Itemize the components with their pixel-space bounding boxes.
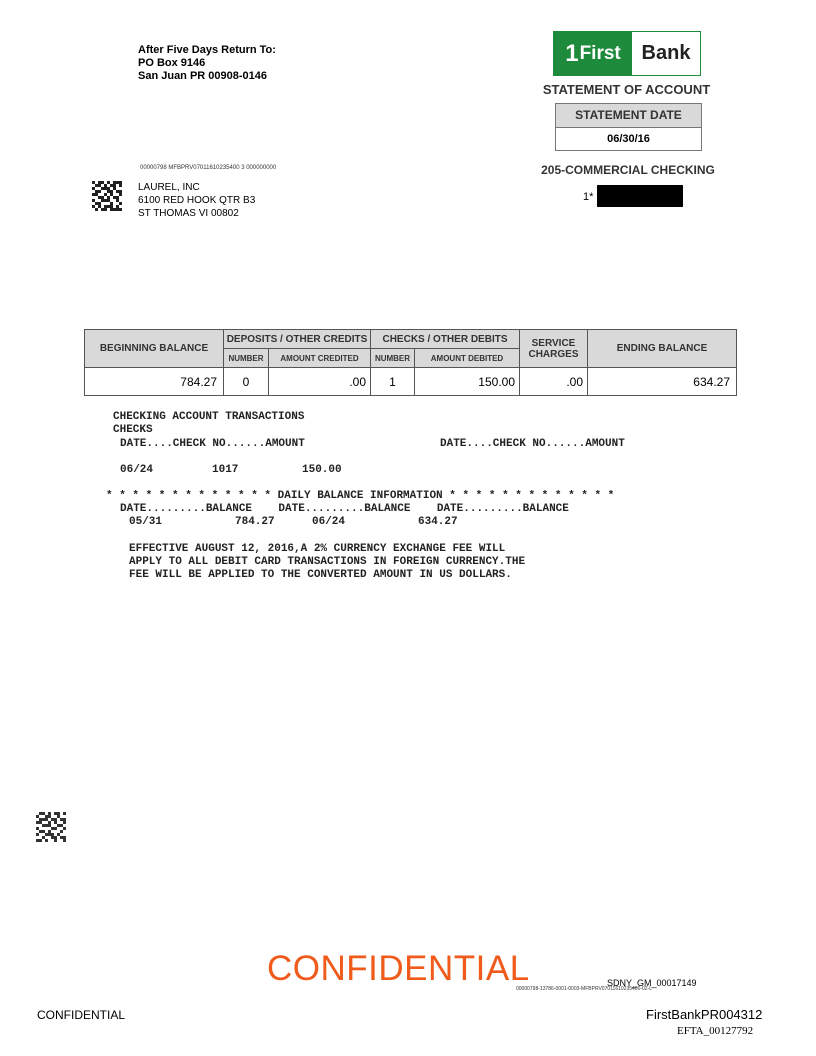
transactions-title: CHECKING ACCOUNT TRANSACTIONS — [113, 411, 305, 423]
value-deposits-number: 0 — [242, 374, 250, 389]
confidential-stamp: CONFIDENTIAL — [267, 949, 530, 988]
header-service-charges — [520, 330, 587, 367]
logo-green-panel — [554, 32, 632, 75]
daily-balance-amount: 634.27 — [418, 516, 458, 528]
barcode-line: 00000798 MFBPRV07011610235400 3 000000000 — [140, 165, 277, 171]
header-amount-debited: AMOUNT DEBITED — [415, 349, 519, 367]
notice-line: EFFECTIVE AUGUST 12, 2016,A 2% CURRENCY EXCHANGE FEE WILL — [129, 543, 506, 555]
account-summary-table — [84, 329, 737, 396]
value-amount-debited: 150.00 — [478, 374, 515, 389]
header-service-charges-line2: CHARGES — [528, 348, 579, 360]
return-address-line: PO Box 9146 — [138, 57, 206, 69]
header-amount-credited: AMOUNT CREDITED — [269, 349, 370, 367]
header-beginning-balance: BEGINNING BALANCE — [85, 330, 223, 367]
table-divider — [414, 348, 415, 395]
bates-number: FirstBankPR004312 — [646, 1007, 763, 1022]
check-row-date: 06/24 — [120, 464, 154, 476]
logo-left-text: First — [579, 42, 621, 64]
daily-balance-date: 05/31 — [129, 516, 163, 528]
header-checks: CHECKS / OTHER DEBITS — [371, 330, 519, 348]
table-divider — [268, 348, 269, 395]
account-type: 205-COMMERCIAL CHECKING — [541, 163, 715, 177]
value-amount-credited: .00 — [349, 374, 366, 389]
check-row-number: 1017 — [212, 464, 239, 476]
table-divider — [85, 367, 736, 368]
value-beginning-balance: 784.27 — [180, 374, 217, 389]
notice-line: FEE WILL BE APPLIED TO THE CONVERTED AMOUNT IN US DOLLARS. — [129, 569, 512, 581]
statement-date-box — [555, 103, 702, 151]
statement-date-value: 06/30/16 — [607, 133, 650, 145]
qr-code-icon — [35, 812, 67, 842]
check-row-amount: 150.00 — [302, 464, 342, 476]
daily-balance-header: DATE.........BALANCE DATE.........BALANCE DATE.........BALANCE — [120, 503, 569, 515]
statement-title: STATEMENT OF ACCOUNT — [542, 82, 711, 97]
logo-mark: 1 — [565, 39, 579, 67]
firstbank-logo — [553, 31, 701, 76]
value-ending-balance: 634.27 — [693, 374, 730, 389]
return-address-line: San Juan PR 00908-0146 — [138, 70, 268, 82]
table-divider — [370, 330, 371, 395]
qr-code-icon — [92, 181, 122, 211]
table-divider — [223, 330, 224, 395]
customer-city: ST THOMAS VI 00802 — [138, 208, 239, 219]
notice-line: APPLY TO ALL DEBIT CARD TRANSACTIONS IN FOREIGN CURRENCY.THE — [129, 556, 526, 568]
efta-number: EFTA_00127792 — [677, 1025, 754, 1037]
customer-name: LAUREL, INC — [138, 182, 200, 193]
confidential-label: CONFIDENTIAL — [37, 1008, 126, 1022]
value-service-charges: .00 — [566, 374, 583, 389]
logo-right-text: Bank — [641, 42, 691, 64]
table-divider — [587, 330, 588, 395]
sdny-reference: SDNY_GM_00017149 — [607, 978, 697, 988]
daily-balance-amount: 784.27 — [235, 516, 275, 528]
mailing-address — [138, 181, 255, 220]
value-checks-number: 1 — [389, 374, 396, 389]
daily-balance-banner: * * * * * * * * * * * * * DAILY BALANCE INFORMATION * * * * * * * * * * * * * — [106, 490, 615, 502]
account-number-prefix: 1* — [583, 191, 594, 203]
return-address — [138, 44, 276, 83]
customer-street: 6100 RED HOOK QTR B3 — [138, 195, 256, 206]
table-divider — [519, 330, 520, 395]
statement-date-label: STATEMENT DATE — [556, 104, 701, 128]
redaction-box — [597, 185, 683, 207]
header-checks-number: NUMBER — [371, 349, 414, 367]
header-ending-balance: ENDING BALANCE — [588, 330, 736, 367]
header-deposits-number: NUMBER — [224, 349, 268, 367]
checks-header-right: DATE....CHECK NO......AMOUNT — [440, 438, 625, 450]
header-deposits: DEPOSITS / OTHER CREDITS — [224, 330, 370, 348]
return-address-heading: After Five Days Return To: — [138, 44, 276, 56]
header-service-charges-line1: SERVICE — [531, 337, 576, 349]
micro-reference-line: 00000798-13786-0001-0003-MFBPRV07011610235400-02-L — [516, 986, 653, 992]
checks-header-left: DATE....CHECK NO......AMOUNT — [120, 438, 305, 450]
daily-balance-date: 06/24 — [312, 516, 346, 528]
transactions-subtitle: CHECKS — [113, 424, 153, 436]
